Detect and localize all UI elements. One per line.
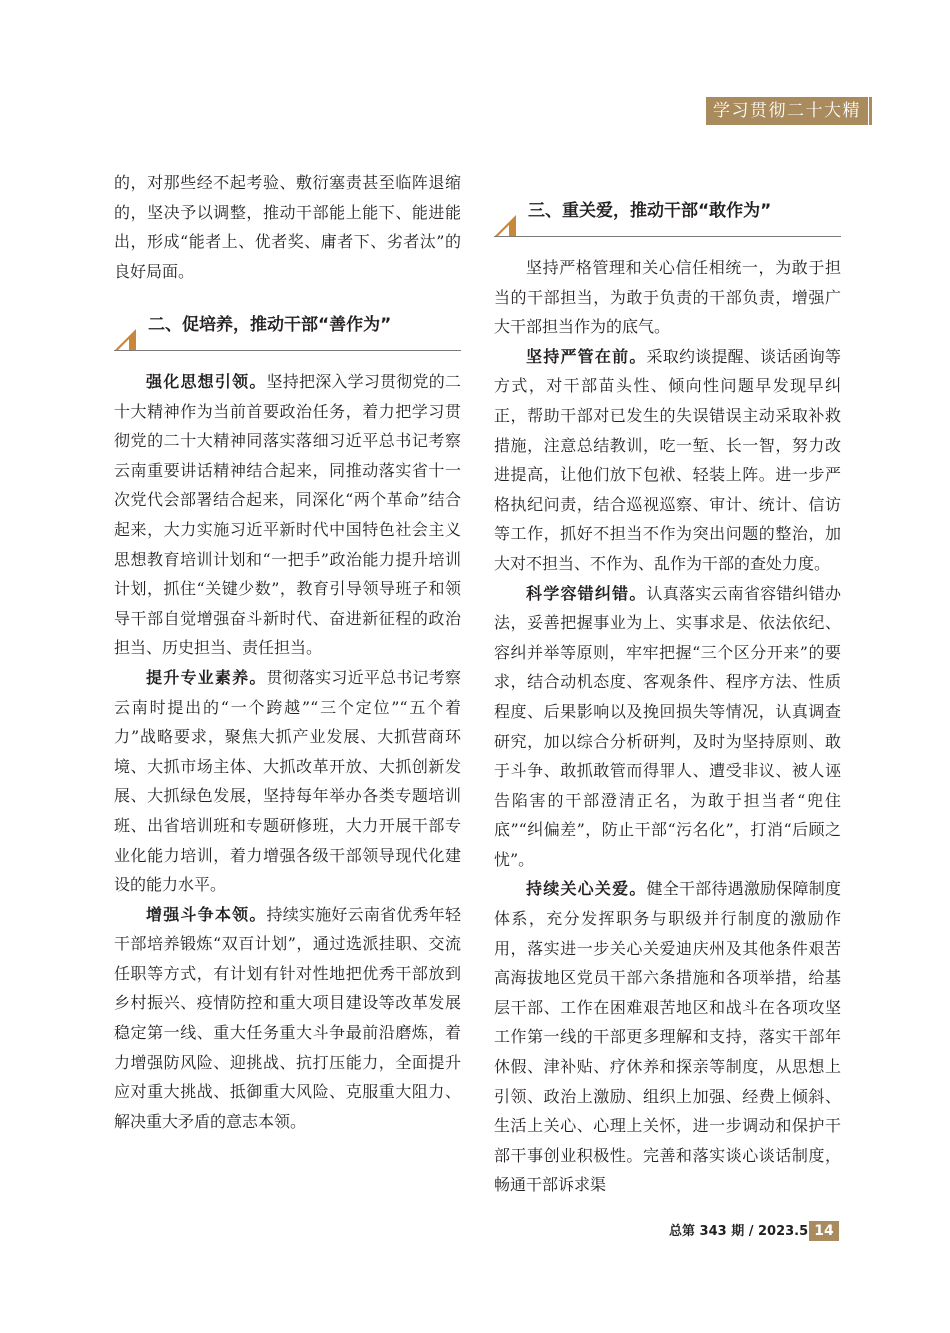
paragraph-lead: 坚持严管在前。 — [526, 346, 647, 366]
paragraph-body: 坚持把深入学习贯彻党的二十大精神作为当前首要政治任务，着力把学习贯彻党的二十大精神同落实落细习近平总书记考察云南重要讲话精神结合起来，同推动落实省十一次党代会部署结合起来，同深化“两个革命”结合起来，大力实施习近平新时代中国特色社会主义思想教育培训计划和“一把手”政治能力提升培训计划，抓住“关键少数”，教育引导领导班子和领导干部自觉增强奋斗新时代、奋进新征程的政治担当、历史担当、责任担当。 — [114, 372, 461, 658]
paragraph-lead: 增强斗争本领。 — [146, 904, 267, 924]
paragraph-lead: 科学容错纠错。 — [526, 583, 647, 603]
paragraph — [114, 900, 461, 1137]
left-column — [114, 168, 461, 286]
heading-rule — [114, 350, 461, 351]
banner-edge — [869, 97, 872, 125]
issue-label: 总第 343 期 / 2023.5 — [669, 1224, 809, 1239]
paragraph-lead: 强化思想引领。 — [146, 372, 267, 391]
heading-text: 三、重关爱，推动干部“敢作为” — [528, 201, 772, 221]
paragraph-lead: 提升专业素养。 — [146, 667, 267, 687]
paragraph — [494, 579, 841, 875]
section-heading-3 — [494, 199, 841, 239]
section-title: 学习贯彻二十大精神 — [713, 101, 861, 149]
page-number: 14 — [809, 1221, 839, 1241]
section-heading-2 — [114, 313, 461, 353]
paragraph-body: 认真落实云南省容错纠错办法，妥善把握事业为上、实事求是、依法依纪、容纠并举等原则，牢牢把握“三个区分开来”的要求，结合动机态度、客观条件、程序方法、性质程度、后果影响以及挽回损失等情况，认真调查研究，加以综合分析研判，及时为坚持原则、敢于斗争、敢抓敢管而得罪人、遭受非议、被人诬告陷害的干部澄清正名，为敢于担当者“兜住底”“纠偏差”，防止干部“污名化”，打消“后顾之忧”。 — [494, 583, 841, 869]
left-column-body — [114, 367, 461, 1136]
paragraph-body: 健全干部待遇激励保障制度体系，充分发挥职务与职级并行制度的激励作用，落实进一步关心关爱迪庆州及其他条件艰苦高海拔地区党员干部六条措施和各项举措，给基层干部、工作在困难艰苦地区和战斗在各项攻坚工作第一线的干部更多理解和支持，落实干部年休假、津补贴、疗休养和探亲等制度，从思想上引领、政治上激励、组织上加强、经费上倾斜、生活上关心、心理上关怀，进一步调动和保护干部干事创业积极性。完善和落实谈心谈话制度，畅通干部诉求渠 — [494, 879, 841, 1195]
continued-paragraph: 的，对那些经不起考验、敷衍塞责甚至临阵退缩的，坚决予以调整，推动干部能上能下、能进能出，形成“能者上、优者奖、庸者下、劣者汰”的良好局面。 — [114, 173, 461, 281]
paragraph-body: 采取约谈提醒、谈话函询等方式，对干部苗头性、倾向性问题早发现早纠正，帮助干部对已发生的失误错误主动采取补救措施，注意总结教训，吃一堑、长一智，努力改进提高，让他们放下包袱、轻装上阵。进一步严格执纪问责，结合巡视巡察、审计、统计、信访等工作，抓好不担当不作为突出问题的整治，加大对不担当、不作为、乱作为干部的查处力度。 — [494, 346, 841, 573]
paragraph — [494, 342, 841, 579]
heading-rule — [494, 236, 841, 237]
section-banner — [706, 97, 868, 149]
right-column-body — [494, 253, 841, 1200]
paragraph: 坚持严格管理和关心信任相统一，为敢于担当的干部担当，为敢于负责的干部负责，增强广大干部担当作为的底气。 — [494, 258, 841, 337]
paragraph-lead: 持续关心关爱。 — [526, 879, 647, 899]
heading-text: 二、促培养，推动干部“善作为” — [148, 315, 392, 335]
paragraph-body: 贯彻落实习近平总书记考察云南时提出的“一个跨越”“三个定位”“五个着力”战略要求，聚焦大抓产业发展、大抓营商环境、大抓市场主体、大抓改革开放、大抓创新发展、大抓绿色发展，坚持每年举办各类专题培训班、出省培训班和专题研修班，大力开展干部专业化能力培训，着力增强各级干部领导现代化建设的能力水平。 — [114, 667, 461, 895]
paragraph — [114, 367, 461, 663]
paragraph — [114, 663, 461, 900]
paragraph — [494, 874, 841, 1200]
paragraph-body: 持续实施好云南省优秀年轻干部培养锻炼“双百计划”，通过选派挂职、交流任职等方式，有计划有针对性地把优秀干部放到乡村振兴、疫情防控和重大项目建设等改革发展稳定第一线、重大任务重大斗争最前沿磨炼，着力增强防风险、迎挑战、抗打压能力，全面提升应对重大挑战、抵御重大风险、克服重大阻力、解决重大矛盾的意志本领。 — [114, 904, 461, 1131]
